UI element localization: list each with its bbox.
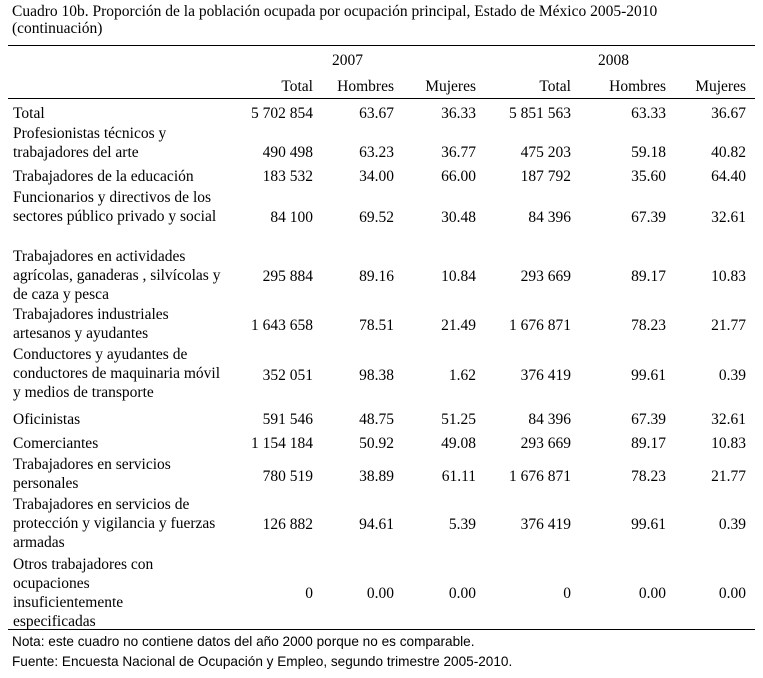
row-label: Trabajadores en servicios personales: [13, 456, 171, 492]
source-text: Fuente: Encuesta Nacional de Ocupación y Empleo, segundo trimestre 2005-2010.: [12, 654, 513, 669]
cell-total-2008: 376 419: [520, 516, 571, 533]
header-rule: [8, 98, 755, 99]
col-header-hombres-2007: Hombres: [337, 78, 394, 95]
cell-mujeres-2008: 32.61: [711, 411, 746, 428]
cell-hombres-2008: 67.39: [631, 209, 666, 226]
table-title-line1: Cuadro 10b. Proporción de la población ocupada por ocupación principal, Estado de México 2005-2010: [12, 3, 658, 20]
cell-hombres-2007: 50.92: [359, 435, 394, 452]
row-label: Trabajadores en servicios de protección y vigilancia y fuerzas armadas: [13, 496, 216, 551]
row-label: Comerciantes: [13, 435, 99, 452]
cell-total-2007: 183 532: [262, 168, 313, 185]
row-label: Trabajadores industriales artesanos y ayudantes: [13, 306, 169, 342]
col-header-mujeres-2007: Mujeres: [425, 78, 476, 95]
cell-hombres-2008: 59.18: [631, 144, 666, 161]
cell-mujeres-2007: 61.11: [441, 468, 476, 485]
cell-total-2008: 5 851 563: [509, 105, 571, 122]
row-label: Otros trabajadores con ocupaciones insuficientemente especificadas: [13, 556, 154, 630]
cell-hombres-2008: 35.60: [631, 168, 666, 185]
cell-total-2008: 0: [563, 585, 571, 602]
cell-total-2007: 84 100: [270, 209, 313, 226]
cell-hombres-2007: 94.61: [359, 516, 394, 533]
col-header-total-2008: Total: [539, 78, 571, 95]
cell-hombres-2007: 78.51: [359, 317, 394, 334]
bottom-rule: [8, 629, 755, 630]
cell-total-2008: 475 203: [520, 144, 571, 161]
cell-hombres-2007: 63.23: [359, 144, 394, 161]
row-label: Total: [13, 105, 45, 122]
cell-hombres-2008: 67.39: [631, 411, 666, 428]
cell-mujeres-2007: 21.49: [441, 317, 476, 334]
cell-hombres-2008: 99.61: [631, 367, 666, 384]
cell-hombres-2007: 34.00: [359, 168, 394, 185]
cell-mujeres-2008: 0.39: [718, 367, 746, 384]
cell-total-2007: 126 882: [262, 516, 313, 533]
col-header-mujeres-2008: Mujeres: [695, 78, 746, 95]
col-header-total-2007: Total: [281, 78, 313, 95]
cell-total-2007: 1 154 184: [251, 435, 313, 452]
cell-mujeres-2008: 21.77: [711, 317, 746, 334]
cell-total-2008: 1 676 871: [509, 317, 571, 334]
cell-mujeres-2008: 0.39: [718, 516, 746, 533]
cell-total-2007: 591 546: [262, 411, 313, 428]
note-text: Nota: este cuadro no contiene datos del año 2000 porque no es comparable.: [12, 634, 475, 649]
row-label: Profesionistas técnicos y trabajadores del arte: [13, 125, 167, 161]
cell-total-2008: 293 669: [520, 435, 571, 452]
cell-mujeres-2007: 66.00: [441, 168, 476, 185]
cell-mujeres-2008: 40.82: [711, 144, 746, 161]
cell-mujeres-2007: 49.08: [441, 435, 476, 452]
row-label: Trabajadores en actividades agrícolas, ganaderas , silvícolas y de caza y pesca: [13, 248, 221, 303]
year-2008-header: 2008: [598, 52, 629, 69]
cell-total-2008: 376 419: [520, 367, 571, 384]
row-label: Funcionarios y directivos de los sectores público privado y social: [13, 189, 217, 225]
cell-mujeres-2008: 10.83: [711, 435, 746, 452]
cell-hombres-2007: 69.52: [359, 209, 394, 226]
cell-mujeres-2007: 30.48: [441, 209, 476, 226]
row-label: Oficinistas: [13, 411, 81, 428]
table-notes: [12, 632, 512, 672]
cell-hombres-2007: 48.75: [359, 411, 394, 428]
row-label: Trabajadores de la educación: [13, 168, 194, 185]
cell-total-2007: 0: [305, 585, 313, 602]
cell-total-2008: 84 396: [528, 209, 571, 226]
cell-mujeres-2008: 32.61: [711, 209, 746, 226]
cell-hombres-2008: 89.17: [631, 268, 666, 285]
cell-mujeres-2008: 64.40: [711, 168, 746, 185]
cell-hombres-2008: 78.23: [631, 468, 666, 485]
cell-mujeres-2007: 36.77: [441, 144, 476, 161]
cell-hombres-2008: 78.23: [631, 317, 666, 334]
cell-mujeres-2008: 36.67: [711, 105, 746, 122]
cell-total-2008: 293 669: [520, 268, 571, 285]
cell-total-2007: 352 051: [262, 367, 313, 384]
cell-hombres-2007: 38.89: [359, 468, 394, 485]
cell-mujeres-2007: 5.39: [448, 516, 476, 533]
cell-total-2008: 84 396: [528, 411, 571, 428]
cell-total-2007: 5 702 854: [251, 105, 313, 122]
top-rule: [8, 45, 755, 46]
cell-mujeres-2007: 36.33: [441, 105, 476, 122]
cell-hombres-2008: 99.61: [631, 516, 666, 533]
cell-mujeres-2008: 10.83: [711, 268, 746, 285]
cell-total-2007: 1 643 658: [251, 317, 313, 334]
cell-mujeres-2007: 1.62: [448, 367, 476, 384]
cell-hombres-2008: 0.00: [638, 585, 666, 602]
table-title: [12, 3, 657, 37]
cell-mujeres-2008: 0.00: [718, 585, 746, 602]
cell-total-2008: 187 792: [520, 168, 571, 185]
cell-hombres-2008: 89.17: [631, 435, 666, 452]
cell-hombres-2007: 98.38: [359, 367, 394, 384]
cell-mujeres-2007: 51.25: [441, 411, 476, 428]
cell-hombres-2007: 63.67: [359, 105, 394, 122]
cell-hombres-2008: 63.33: [631, 105, 666, 122]
cell-total-2007: 295 884: [262, 268, 313, 285]
row-label: Conductores y ayudantes de conductores de maquinaria móvil y medios de transporte: [13, 346, 221, 401]
cell-total-2008: 1 676 871: [509, 468, 571, 485]
cell-total-2007: 780 519: [262, 468, 313, 485]
cell-hombres-2007: 89.16: [359, 268, 394, 285]
year-2007-header: 2007: [332, 52, 363, 69]
table-title-line2: (continuación): [12, 20, 103, 37]
col-header-hombres-2008: Hombres: [609, 78, 666, 95]
cell-mujeres-2008: 21.77: [711, 468, 746, 485]
cell-total-2007: 490 498: [262, 144, 313, 161]
cell-mujeres-2007: 0.00: [448, 585, 476, 602]
cell-hombres-2007: 0.00: [366, 585, 394, 602]
cell-mujeres-2007: 10.84: [441, 268, 476, 285]
